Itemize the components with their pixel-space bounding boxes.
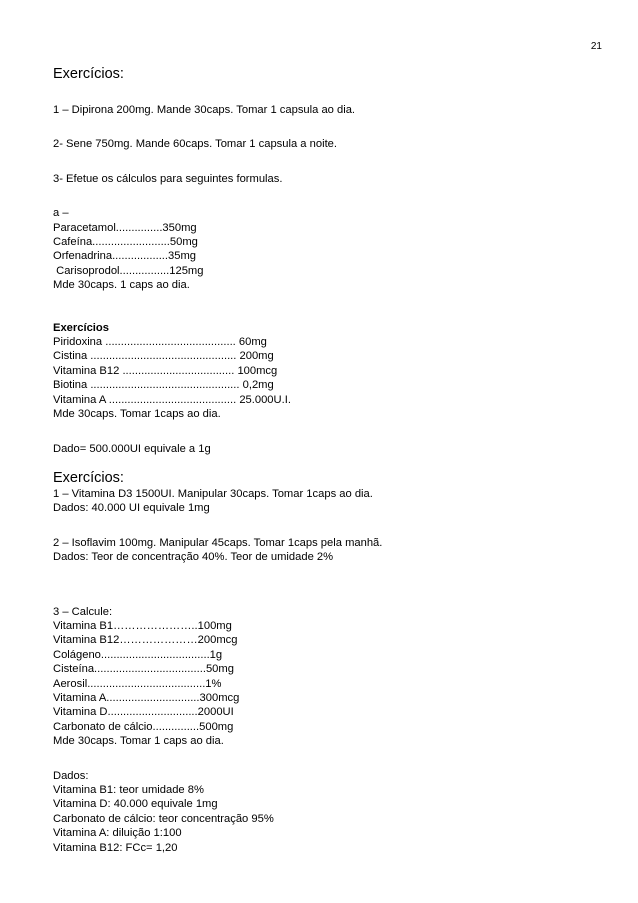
- section3-heading: Exercícios:: [53, 469, 124, 486]
- formula-a-item: Cafeína.........................50mg: [53, 236, 198, 249]
- formula-a-item: Paracetamol...............350mg: [53, 221, 197, 234]
- formula-a-instruction: Mde 30caps. 1 caps ao dia.: [53, 279, 190, 292]
- data-item: Vitamina B12: FCc= 1,20: [53, 841, 178, 854]
- formula-a-label: a –: [53, 207, 69, 220]
- formula-a-item: Orfenadrina..................35mg: [53, 250, 197, 263]
- formula-instruction: Mde 30caps. Tomar 1caps ao dia.: [53, 408, 221, 421]
- exercise-3: 3- Efetue os cálculos para seguintes formulas.: [53, 172, 283, 185]
- data-item: Vitamina A: diluição 1:100: [53, 827, 182, 840]
- formula-item: Vitamina A..............................300mcg: [53, 691, 240, 704]
- formula-item: Piridoxina .......................................... 60mg: [53, 336, 267, 349]
- formula-item: Vitamina D.............................2000UI: [53, 706, 234, 719]
- formula-item: Biotina ................................................ 0,2mg: [53, 379, 274, 392]
- data-item: Vitamina D: 40.000 equivale 1mg: [53, 798, 218, 811]
- formula-item: Cistina ............................................... 200mg: [53, 350, 274, 363]
- exercise-1: 1 – Dipirona 200mg. Mande 30caps. Tomar 1 capsula ao dia.: [53, 104, 356, 116]
- formula-item: Cisteína....................................50mg: [53, 663, 234, 676]
- exercise-3-title: 3 – Calcule:: [53, 605, 113, 618]
- page-number: 21: [590, 41, 602, 52]
- exercise-1-data: Dados: 40.000 UI equivale 1mg: [53, 502, 210, 515]
- exercise-2: 2- Sene 750mg. Mande 60caps. Tomar 1 capsula a noite.: [53, 138, 338, 151]
- page-content: [53, 66, 613, 855]
- exercise-2-data: Dados: Teor de concentração 40%. Teor de umidade 2%: [53, 551, 334, 564]
- data-item: Vitamina B1: teor umidade 8%: [53, 784, 204, 796]
- conversion-note: Dado= 500.000UI equivale a 1g: [53, 442, 211, 455]
- formula-item: Aerosil......................................1%: [53, 677, 222, 690]
- section1-heading: Exercícios:: [53, 66, 124, 82]
- formula-item: Vitamina B12 .................................... 100mcg: [53, 364, 278, 377]
- data-item: Carbonato de cálcio: teor concentração 95%: [53, 812, 274, 825]
- formula-item: Vitamina A ......................................... 25.000U.I.: [53, 393, 291, 406]
- data-title: Dados:: [53, 769, 89, 782]
- exercise-2-text: 2 – Isoflavim 100mg. Manipular 45caps. Tomar 1caps pela manhã.: [53, 536, 383, 549]
- formula-item: Vitamina B12…………………200mcg: [53, 634, 238, 647]
- section2-heading: Exercícios: [53, 321, 109, 334]
- formula-item: Carbonato de cálcio...............500mg: [53, 720, 234, 733]
- formula-item: Colágeno...................................1g: [53, 648, 223, 661]
- exercise-1-text: 1 – Vitamina D3 1500UI. Manipular 30caps. Tomar 1caps ao dia.: [53, 487, 373, 500]
- formula-item: Vitamina B1…………………..100mg: [53, 619, 232, 632]
- formula-instruction: Mde 30caps. Tomar 1 caps ao dia.: [53, 735, 224, 748]
- formula-a-item: Carisoprodol................125mg: [53, 264, 204, 277]
